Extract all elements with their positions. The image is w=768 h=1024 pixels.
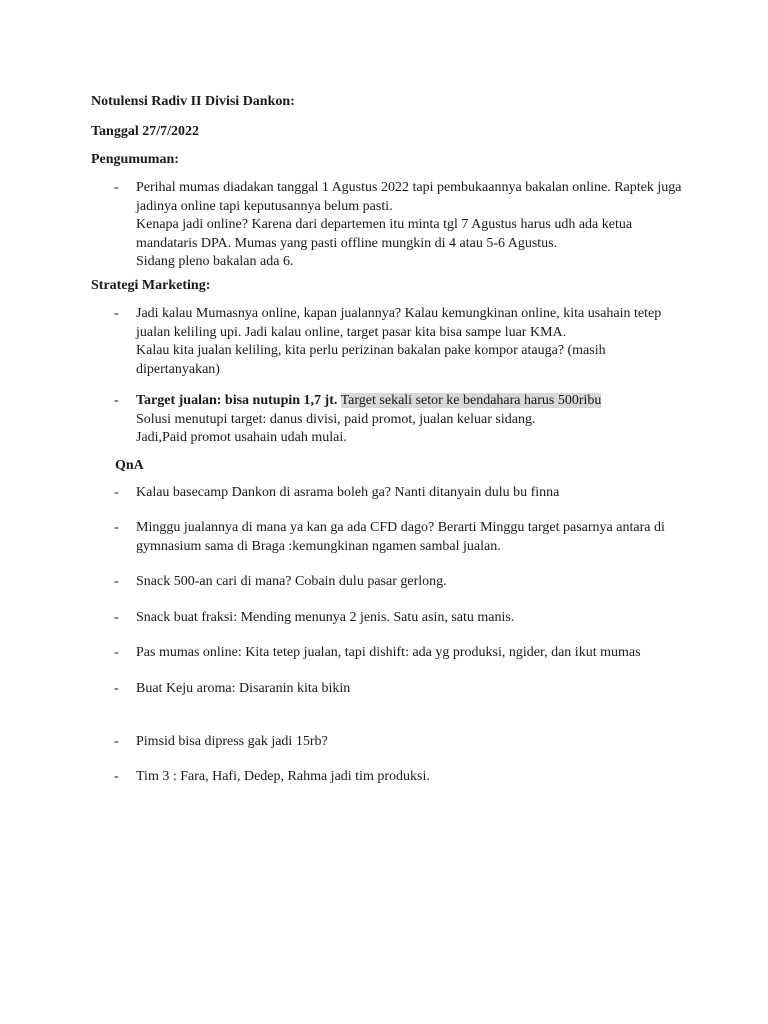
- qna-item: [114, 680, 674, 699]
- qna-item: [114, 484, 674, 503]
- qna-line: Pas mumas online: Kita tetep jualan, tapi dishift: ada yg produksi, ngider, dan ikut mumas: [136, 645, 641, 660]
- announcement-line: jadinya online tapi keputusannya belum pasti.: [136, 198, 393, 214]
- announcement-line: Sidang pleno bakalan ada 6.: [136, 254, 294, 269]
- bullet-dash: -: [114, 645, 119, 660]
- qna-item: [114, 768, 674, 787]
- qna-item: [114, 609, 674, 628]
- bullet-dash: -: [114, 681, 119, 696]
- qna-line: Snack 500-an cari di mana? Cobain dulu pasar gerlong.: [136, 574, 447, 589]
- qna-line: Kalau basecamp Dankon di asrama boleh ga? Nanti ditanyain dulu bu finna: [136, 485, 560, 500]
- marketing-heading: Strategi Marketing:: [91, 278, 211, 293]
- marketing-line: dipertanyakan): [136, 361, 220, 377]
- paid-promo-line: Jadi,Paid promot usahain udah mulai.: [136, 430, 347, 445]
- announcement-line: Perihal mumas diadakan tanggal 1 Agustus 2022 tapi pembukaannya bakalan online. Raptek juga: [136, 180, 682, 195]
- bullet-dash: -: [114, 485, 119, 500]
- announcement-line: mandataris DPA. Mumas yang pasti offline mungkin di 4 atau 5-6 Agustus.: [136, 235, 558, 251]
- sales-solution-line: Solusi menutupi target: danus divisi, paid promot, jualan keluar sidang.: [136, 411, 536, 427]
- qna-line: Pimsid bisa dipress gak jadi 15rb?: [136, 734, 328, 749]
- bullet-dash: -: [114, 520, 119, 535]
- announcement-line: Kenapa jadi online? Karena dari departemen itu minta tgl 7 Agustus harus udh ada ketua: [136, 217, 633, 232]
- bullet-dash: -: [114, 574, 119, 589]
- qna-item: [114, 573, 674, 592]
- qna-item: [114, 644, 674, 663]
- qna-item: [114, 519, 674, 556]
- bullet-dash: -: [114, 769, 119, 784]
- qna-line: Buat Keju aroma: Disaranin kita bikin: [136, 681, 351, 696]
- qna-item: [114, 733, 674, 752]
- meeting-date: Tanggal 27/7/2022: [91, 124, 200, 139]
- marketing-line: Kalau kita jualan keliling, kita perlu perizinan bakalan pake kompor atauga? (masih: [136, 343, 606, 358]
- announcement-heading: Pengumuman:: [91, 152, 179, 167]
- sales-target-bold: Target jualan: bisa nutupin 1,7 jt.: [136, 393, 338, 408]
- highlighted-target-text: Target sekali setor ke bendahara harus 500ribu: [340, 393, 602, 408]
- marketing-line: Jadi kalau Mumasnya online, kapan jualannya? Kalau kemungkinan online, kita usahain tetep: [136, 306, 662, 321]
- document-title: Notulensi Radiv II Divisi Dankon:: [91, 94, 295, 109]
- qna-line: Minggu jualannya di mana ya kan ga ada CFD dago? Berarti Minggu target pasarnya antara di: [136, 520, 665, 535]
- bullet-dash: -: [114, 734, 119, 749]
- marketing-item: [114, 305, 674, 379]
- announcement-item: [114, 179, 682, 272]
- marketing-line: jualan keliling upi. Jadi kalau online, target pasar kita bisa sampe luar KMA.: [136, 324, 567, 340]
- bullet-dash: -: [114, 306, 119, 321]
- qna-heading: QnA: [115, 458, 144, 473]
- sales-target-line: [136, 392, 674, 411]
- qna-line: gymnasium sama di Braga :kemungkinan ngamen sambal jualan.: [136, 538, 501, 554]
- qna-line: Snack buat fraksi: Mending menunya 2 jenis. Satu asin, satu manis.: [136, 610, 515, 625]
- qna-line: Tim 3 : Fara, Hafi, Dedep, Rahma jadi tim produksi.: [136, 769, 430, 784]
- bullet-dash: -: [114, 180, 119, 195]
- sales-target-item: [114, 392, 674, 448]
- bullet-dash: -: [114, 393, 119, 408]
- bullet-dash: -: [114, 610, 119, 625]
